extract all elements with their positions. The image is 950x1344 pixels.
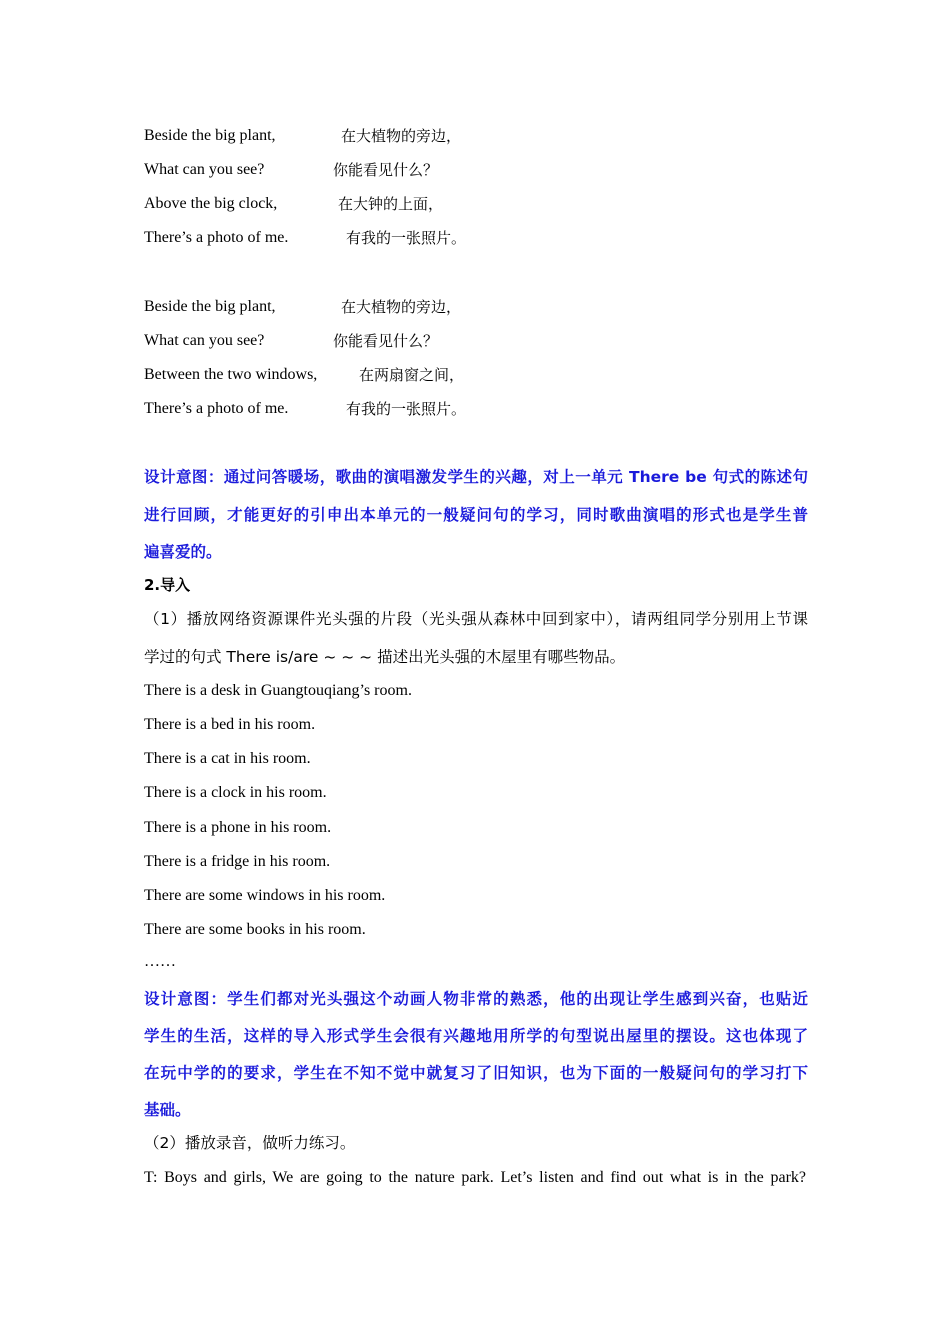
song-line-cn: 有我的一张照片。 (346, 400, 467, 418)
song-line-cn: 在大植物的旁边， (341, 127, 462, 145)
ellipsis: …… (144, 953, 176, 970)
design-intent-line: 在玩中学的的要求，学生在不知不觉中就复习了旧知识，也为下面的一般疑问句的学习打下 (144, 1064, 808, 1082)
design-intent-line: 学生的生活，这样的导入形式学生会很有兴趣地用所学的句型说出屋里的摆设。这也体现了 (144, 1027, 808, 1045)
example-sentence: There is a clock in his room. (144, 784, 327, 801)
example-sentence: There is a phone in his room. (144, 819, 332, 836)
example-sentence: There is a fridge in his room. (144, 853, 331, 870)
song-line-cn: 你能看见什么？ (333, 332, 439, 350)
song-line-cn: 有我的一张照片。 (346, 229, 467, 247)
example-sentence: There is a cat in his room. (144, 750, 311, 767)
song-line-cn: 你能看见什么？ (333, 161, 439, 179)
example-sentence: There are some books in his room. (144, 921, 366, 938)
step-paragraph-line: （2）播放录音，做听力练习。 (144, 1134, 356, 1152)
design-intent-line: 基础。 (144, 1101, 191, 1119)
song-line-en: What can you see? (144, 161, 265, 178)
design-intent-line: 进行回顾，才能更好的引申出本单元的一般疑问句的学习，同时歌曲演唱的形式也是学生普 (144, 506, 808, 524)
song-line-en: Beside the big plant, (144, 298, 276, 315)
song-line-cn: 在两扇窗之间， (359, 366, 465, 384)
song-line-en: Between the two windows, (144, 366, 318, 383)
song-line-cn: 在大钟的上面， (338, 195, 444, 213)
design-intent-line: 设计意图：通过问答暖场，歌曲的演唱激发学生的兴趣，对上一单元 There be 句式的陈述句 (144, 468, 808, 486)
design-intent-line: 设计意图：学生们都对光头强这个动画人物非常的熟悉，他的出现让学生感到兴奋，也贴近 (144, 990, 808, 1008)
example-sentence: There is a desk in Guangtouqiang’s room. (144, 682, 412, 699)
step-paragraph-line: （1）播放网络资源课件光头强的片段（光头强从森林中回到家中），请两组同学分别用上节课 (144, 610, 808, 628)
design-intent-line: 遍喜爱的。 (144, 543, 222, 561)
step-paragraph-line: 学过的句式 There is/are ~ ~ ~ 描述出光头强的木屋里有哪些物品。 (144, 648, 626, 666)
song-line-en: Beside the big plant, (144, 127, 276, 144)
song-line-en: There’s a photo of me. (144, 400, 289, 417)
song-line-en: There’s a photo of me. (144, 229, 289, 246)
section-heading: 2.导入 (144, 576, 191, 594)
song-line-cn: 在大植物的旁边， (341, 298, 462, 316)
example-sentence: There are some windows in his room. (144, 887, 386, 904)
teacher-dialogue: T: Boys and girls, We are going to the nature park. Let’s listen and find out what is in the park? (144, 1169, 806, 1186)
example-sentence: There is a bed in his room. (144, 716, 316, 733)
song-line-en: What can you see? (144, 332, 265, 349)
song-line-en: Above the big clock, (144, 195, 278, 212)
